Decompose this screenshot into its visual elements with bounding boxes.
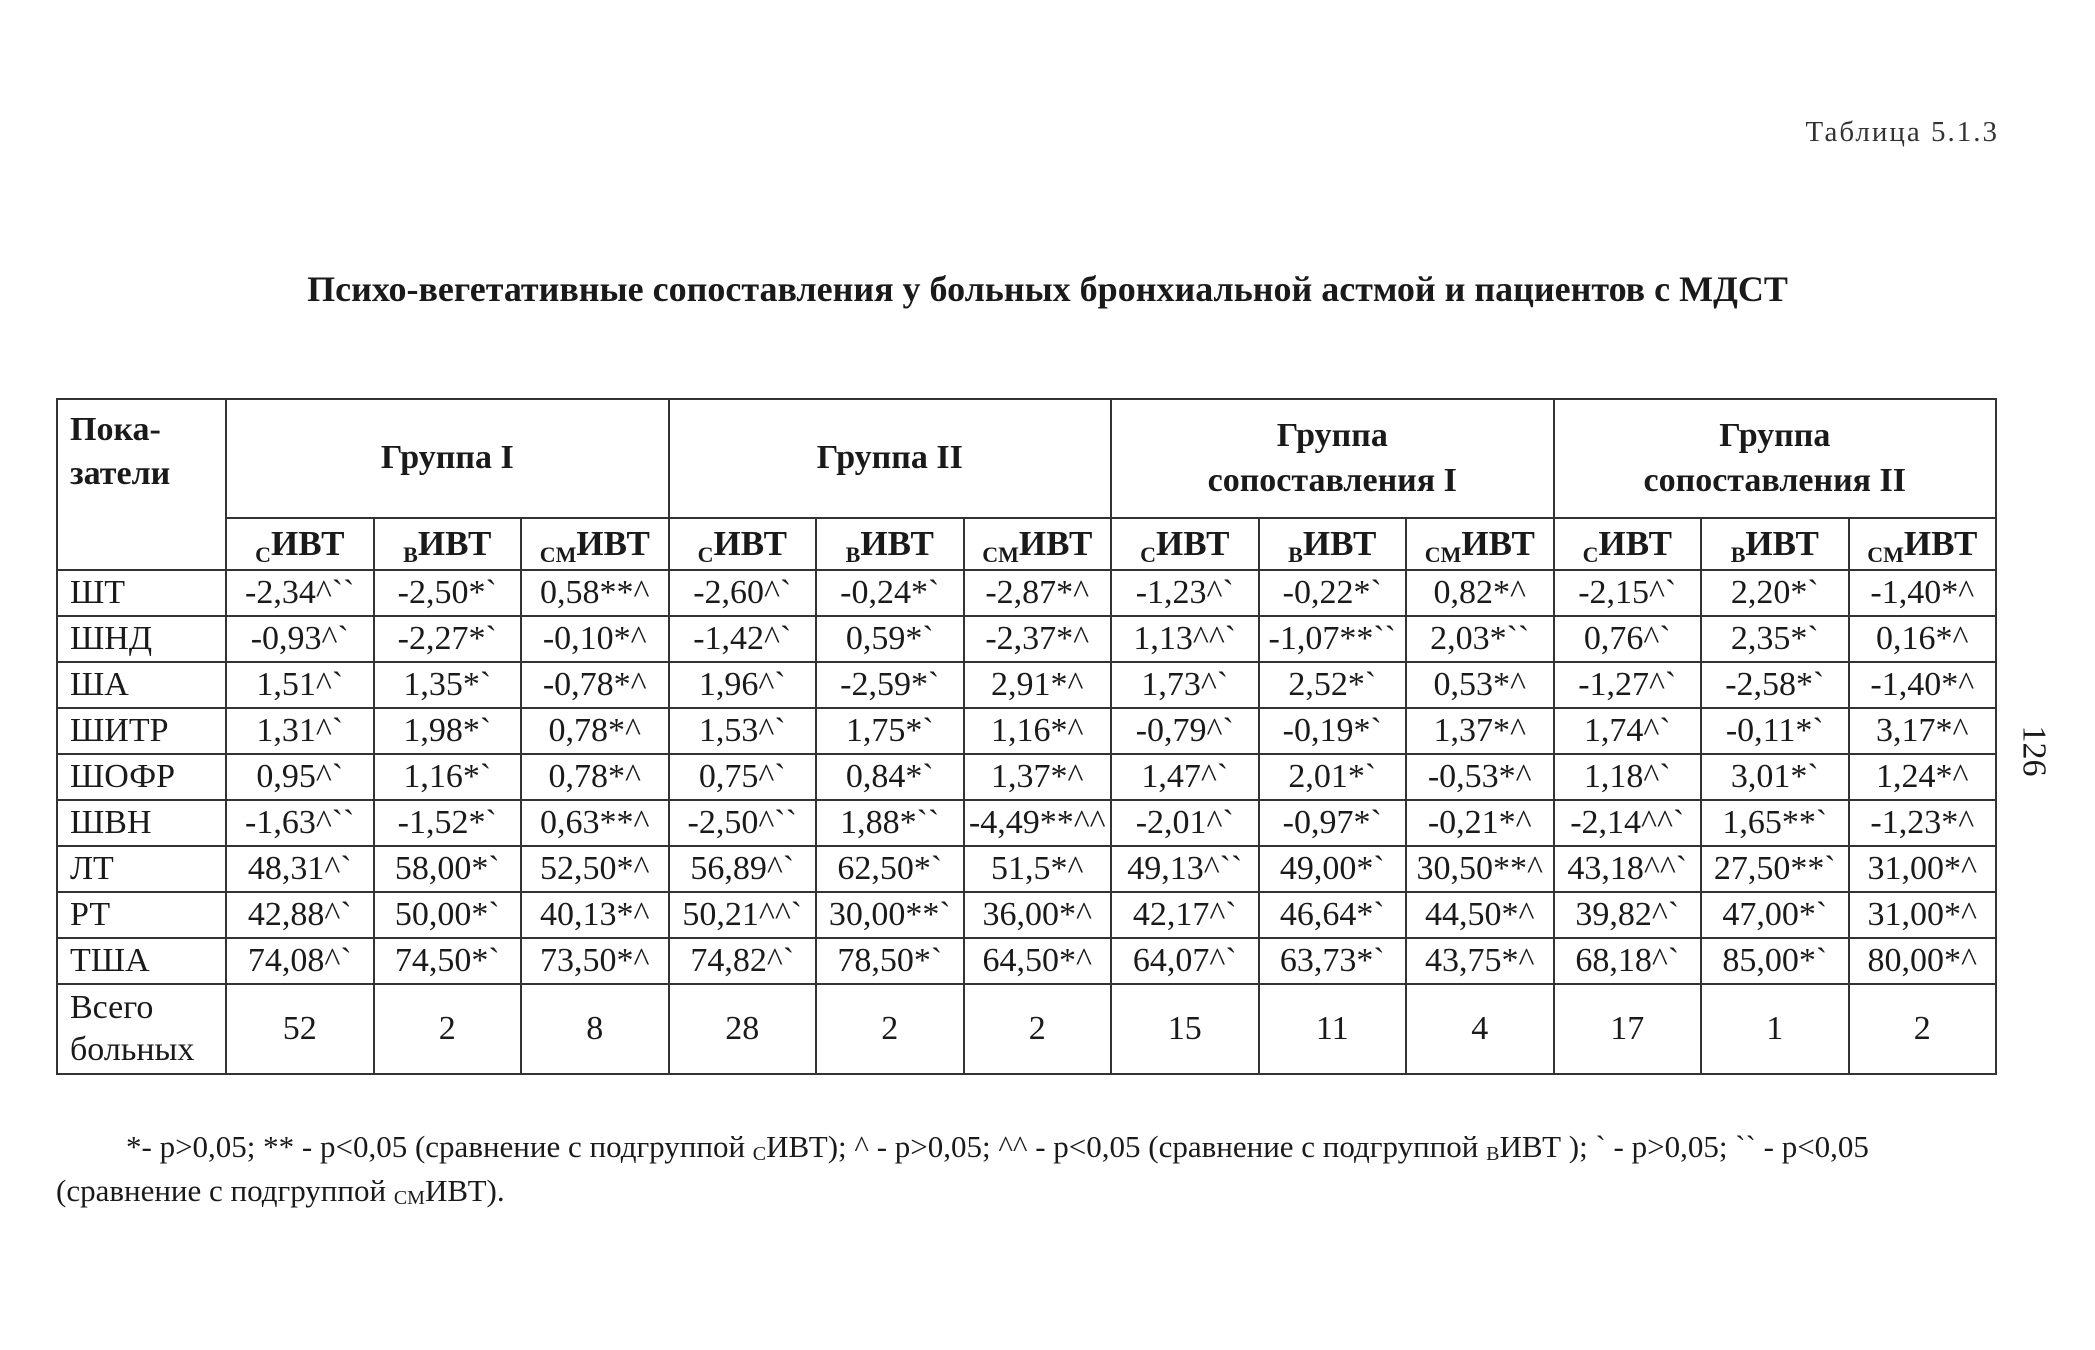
subgroup-prefix: С	[1140, 542, 1156, 567]
table-cell: 1,31^`	[226, 708, 374, 754]
table-cell: 8	[521, 984, 669, 1074]
table-cell: -2,15^`	[1554, 570, 1702, 616]
table-cell: 1,75*`	[816, 708, 964, 754]
subgroup-name: ИВТ	[1155, 524, 1230, 563]
subgroup-prefix: СМ	[982, 542, 1019, 567]
table-cell: 1,13^^`	[1111, 616, 1259, 662]
table-body	[57, 570, 1996, 1074]
subgroup-header	[226, 518, 374, 570]
subgroup-header	[1554, 518, 1702, 570]
table-cell: 43,18^^`	[1554, 846, 1702, 892]
table-cell: -0,22*`	[1259, 570, 1407, 616]
table-cell: 52,50*^	[521, 846, 669, 892]
table-row	[57, 938, 1996, 984]
table-cell: 3,01*`	[1701, 754, 1849, 800]
table-row	[57, 662, 1996, 708]
table-cell: -2,59*`	[816, 662, 964, 708]
footnote-text: ИВТ); ^ - p>0,05; ^^ - p<0,05 (сравнение с подгруппой	[766, 1129, 1487, 1164]
table-cell: 56,89^`	[669, 846, 817, 892]
table-cell: 17	[1554, 984, 1702, 1074]
table-cell: 0,63**^	[521, 800, 669, 846]
subgroup-name: ИВТ	[860, 524, 934, 563]
footnote-subscript: В	[1486, 1143, 1500, 1165]
table-cell: 3,17*^	[1849, 708, 1997, 754]
table-cell: 0,58**^	[521, 570, 669, 616]
group-header: Группа II	[669, 399, 1112, 518]
table-cell: 1,53^`	[669, 708, 817, 754]
table-row	[57, 892, 1996, 938]
table-cell: 1,37*^	[964, 754, 1112, 800]
table-cell: 31,00*^	[1849, 892, 1997, 938]
table-cell: 1,18^`	[1554, 754, 1702, 800]
table-cell: 64,50*^	[964, 938, 1112, 984]
table-cell: 1,51^`	[226, 662, 374, 708]
table-cell: 2	[1849, 984, 1997, 1074]
table-cell: 0,84*`	[816, 754, 964, 800]
table-cell: 15	[1111, 984, 1259, 1074]
footnote-subscript: СМ	[393, 1187, 425, 1210]
subgroup-header	[521, 518, 669, 570]
table-cell: -2,58*`	[1701, 662, 1849, 708]
table-cell: 68,18^`	[1554, 938, 1702, 984]
table-cell: 1,35*`	[374, 662, 522, 708]
footnote-subscript: С	[752, 1143, 767, 1165]
table-cell: 2,20*`	[1701, 570, 1849, 616]
subgroup-prefix: В	[403, 542, 418, 567]
table-cell: 0,78*^	[521, 708, 669, 754]
subheader-row	[57, 518, 1996, 570]
row-label: ШИТР	[57, 708, 226, 754]
table-cell: 36,00*^	[964, 892, 1112, 938]
group-header: Группа сопоставления I	[1111, 399, 1554, 518]
table-number: Таблица 5.1.3	[1805, 116, 1999, 148]
row-label: ШТ	[57, 570, 226, 616]
table-cell: 4	[1406, 984, 1554, 1074]
table-cell: -2,50^``	[669, 800, 817, 846]
table-cell: -1,23^`	[1111, 570, 1259, 616]
row-label: ША	[57, 662, 226, 708]
table-cell: 28	[669, 984, 817, 1074]
table-cell: 85,00*`	[1701, 938, 1849, 984]
footnote-text: ИВТ).	[424, 1173, 505, 1209]
subgroup-header	[1849, 518, 1997, 570]
table-cell: -0,93^`	[226, 616, 374, 662]
table-cell: 0,76^`	[1554, 616, 1702, 662]
table-cell: 11	[1259, 984, 1407, 1074]
table-row	[57, 570, 1996, 616]
table-cell: -1,42^`	[669, 616, 817, 662]
table-cell: -1,40*^	[1849, 662, 1997, 708]
table-cell: 1,24*^	[1849, 754, 1997, 800]
table-cell: -0,79^`	[1111, 708, 1259, 754]
table-cell: -2,34^``	[226, 570, 374, 616]
table-cell: 42,88^`	[226, 892, 374, 938]
table-cell: 2,52*`	[1259, 662, 1407, 708]
table-cell: 31,00*^	[1849, 846, 1997, 892]
table-cell: 1,88*``	[816, 800, 964, 846]
group-header: Группа I	[226, 399, 669, 518]
subgroup-header	[1259, 518, 1407, 570]
table-cell: 0,78*^	[521, 754, 669, 800]
table-cell: -1,07**``	[1259, 616, 1407, 662]
table-cell: 2	[374, 984, 522, 1074]
table-cell: -1,23*^	[1849, 800, 1997, 846]
table-cell: -0,97*`	[1259, 800, 1407, 846]
table-cell: 2	[816, 984, 964, 1074]
subgroup-name: ИВТ	[1598, 524, 1672, 563]
table-cell: -2,37*^	[964, 616, 1112, 662]
row-header-cell: Пока- затели	[57, 399, 226, 570]
table-cell: 1,96^`	[669, 662, 817, 708]
subgroup-prefix: В	[845, 542, 861, 567]
table-cell: 46,64*`	[1259, 892, 1407, 938]
table-cell: 43,75*^	[1406, 938, 1554, 984]
table-cell: -2,60^`	[669, 570, 817, 616]
table-cell: 0,82*^	[1406, 570, 1554, 616]
subgroup-name: ИВТ	[713, 524, 787, 563]
subgroup-header	[1406, 518, 1554, 570]
subgroup-header	[816, 518, 964, 570]
table-cell: 50,21^^`	[669, 892, 817, 938]
table-cell: 49,13^``	[1111, 846, 1259, 892]
table-row	[57, 616, 1996, 662]
table-cell: -0,53*^	[1406, 754, 1554, 800]
table-cell: 48,31^`	[226, 846, 374, 892]
table-cell: 50,00*`	[374, 892, 522, 938]
table-cell: 51,5*^	[964, 846, 1112, 892]
table-cell: 40,13*^	[521, 892, 669, 938]
table-cell: 0,53*^	[1406, 662, 1554, 708]
table-cell: -1,40*^	[1849, 570, 1997, 616]
table-cell: 0,16*^	[1849, 616, 1997, 662]
table-cell: 62,50*`	[816, 846, 964, 892]
table-cell: -2,14^^`	[1554, 800, 1702, 846]
table-cell: -1,52*`	[374, 800, 522, 846]
subgroup-header	[1111, 518, 1259, 570]
table-cell: 80,00*^	[1849, 938, 1997, 984]
table-cell: -0,21*^	[1406, 800, 1554, 846]
table-cell: -0,19*`	[1259, 708, 1407, 754]
table-row	[57, 800, 1996, 846]
table-cell: 49,00*`	[1259, 846, 1407, 892]
table-cell: -0,78*^	[521, 662, 669, 708]
footnote-text: ИВТ ); ` - p>0,05; `` - p<0,05 (сравнение с подгруппой	[56, 1129, 1869, 1209]
table-cell: 1,73^`	[1111, 662, 1259, 708]
table-cell: 64,07^`	[1111, 938, 1259, 984]
subgroup-name: ИВТ	[1745, 524, 1819, 563]
table-row	[57, 708, 1996, 754]
subgroup-header	[964, 518, 1112, 570]
subgroup-name: ИВТ	[1018, 524, 1093, 563]
table-row	[57, 846, 1996, 892]
subgroup-name: ИВТ	[1903, 524, 1978, 563]
table-cell: 1,98*`	[374, 708, 522, 754]
table-cell: 1,16*^	[964, 708, 1112, 754]
table-cell: 1,37*^	[1406, 708, 1554, 754]
subgroup-prefix: С	[255, 542, 271, 567]
subgroup-prefix: В	[1730, 542, 1746, 567]
subgroup-header	[1701, 518, 1849, 570]
total-row	[57, 984, 1996, 1074]
row-label: ТША	[57, 938, 226, 984]
page-number: 126	[2015, 725, 2053, 777]
table-cell: 63,73*`	[1259, 938, 1407, 984]
table-row	[57, 754, 1996, 800]
subgroup-name: ИВТ	[417, 524, 492, 563]
table-cell: 47,00*`	[1701, 892, 1849, 938]
footnote-text: *- p>0,05; ** - p<0,05 (сравнение с подгруппой	[126, 1129, 753, 1164]
table-cell: 27,50**`	[1701, 846, 1849, 892]
table-cell: 0,75^`	[669, 754, 817, 800]
row-label: ЛТ	[57, 846, 226, 892]
table-cell: 42,17^`	[1111, 892, 1259, 938]
table-cell: 30,00**`	[816, 892, 964, 938]
table-cell: -2,50*`	[374, 570, 522, 616]
table-cell: -0,24*`	[816, 570, 964, 616]
subgroup-name: ИВТ	[1302, 524, 1377, 563]
subgroup-prefix: С	[697, 542, 714, 567]
table-cell: 1,74^`	[1554, 708, 1702, 754]
table-cell: 1	[1701, 984, 1849, 1074]
subgroup-name: ИВТ	[1461, 524, 1535, 563]
table-cell: 58,00*`	[374, 846, 522, 892]
table-cell: 1,47^`	[1111, 754, 1259, 800]
row-label: ШНД	[57, 616, 226, 662]
group-header: Группа сопоставления II	[1554, 399, 1997, 518]
table-cell: -2,27*`	[374, 616, 522, 662]
row-label: Всего больных	[57, 984, 226, 1074]
subgroup-prefix: СМ	[1867, 542, 1904, 567]
table-cell: 74,82^`	[669, 938, 817, 984]
table-cell: 74,08^`	[226, 938, 374, 984]
table-cell: 2,03*``	[1406, 616, 1554, 662]
table-cell: 74,50*`	[374, 938, 522, 984]
subgroup-prefix: С	[1582, 542, 1599, 567]
row-label: ШОФР	[57, 754, 226, 800]
results-table	[56, 398, 1997, 1075]
table-cell: 73,50*^	[521, 938, 669, 984]
table-cell: -1,27^`	[1554, 662, 1702, 708]
subgroup-header	[374, 518, 522, 570]
table-cell: 1,65**`	[1701, 800, 1849, 846]
group-header-row	[57, 399, 1996, 518]
table-cell: -0,10*^	[521, 616, 669, 662]
table-cell: 44,50*^	[1406, 892, 1554, 938]
table-title: Психо-вегетативные сопоставления у больных бронхиальной астмой и пациентов с МДСТ	[307, 269, 1788, 309]
table-cell: -0,11*`	[1701, 708, 1849, 754]
table-cell: -2,01^`	[1111, 800, 1259, 846]
table-cell: 1,16*`	[374, 754, 522, 800]
table-cell: 0,59*`	[816, 616, 964, 662]
subgroup-name: ИВТ	[270, 524, 345, 563]
table-cell: 2	[964, 984, 1112, 1074]
subgroup-prefix: СМ	[1424, 542, 1462, 567]
table-cell: 2,91*^	[964, 662, 1112, 708]
table-cell: 30,50**^	[1406, 846, 1554, 892]
row-label: ШВН	[57, 800, 226, 846]
footnote	[56, 1125, 1996, 1213]
table-cell: 2,35*`	[1701, 616, 1849, 662]
table-cell: 39,82^`	[1554, 892, 1702, 938]
row-label: РТ	[57, 892, 226, 938]
table-cell: -1,63^``	[226, 800, 374, 846]
subgroup-header	[669, 518, 817, 570]
table-cell: 52	[226, 984, 374, 1074]
subgroup-name: ИВТ	[576, 524, 650, 563]
table-cell: -2,87*^	[964, 570, 1112, 616]
table-cell: 78,50*`	[816, 938, 964, 984]
table-cell: 2,01*`	[1259, 754, 1407, 800]
table-cell: 0,95^`	[226, 754, 374, 800]
table-cell: -4,49**^^	[964, 800, 1112, 846]
subgroup-prefix: В	[1288, 542, 1303, 567]
subgroup-prefix: СМ	[539, 542, 577, 567]
